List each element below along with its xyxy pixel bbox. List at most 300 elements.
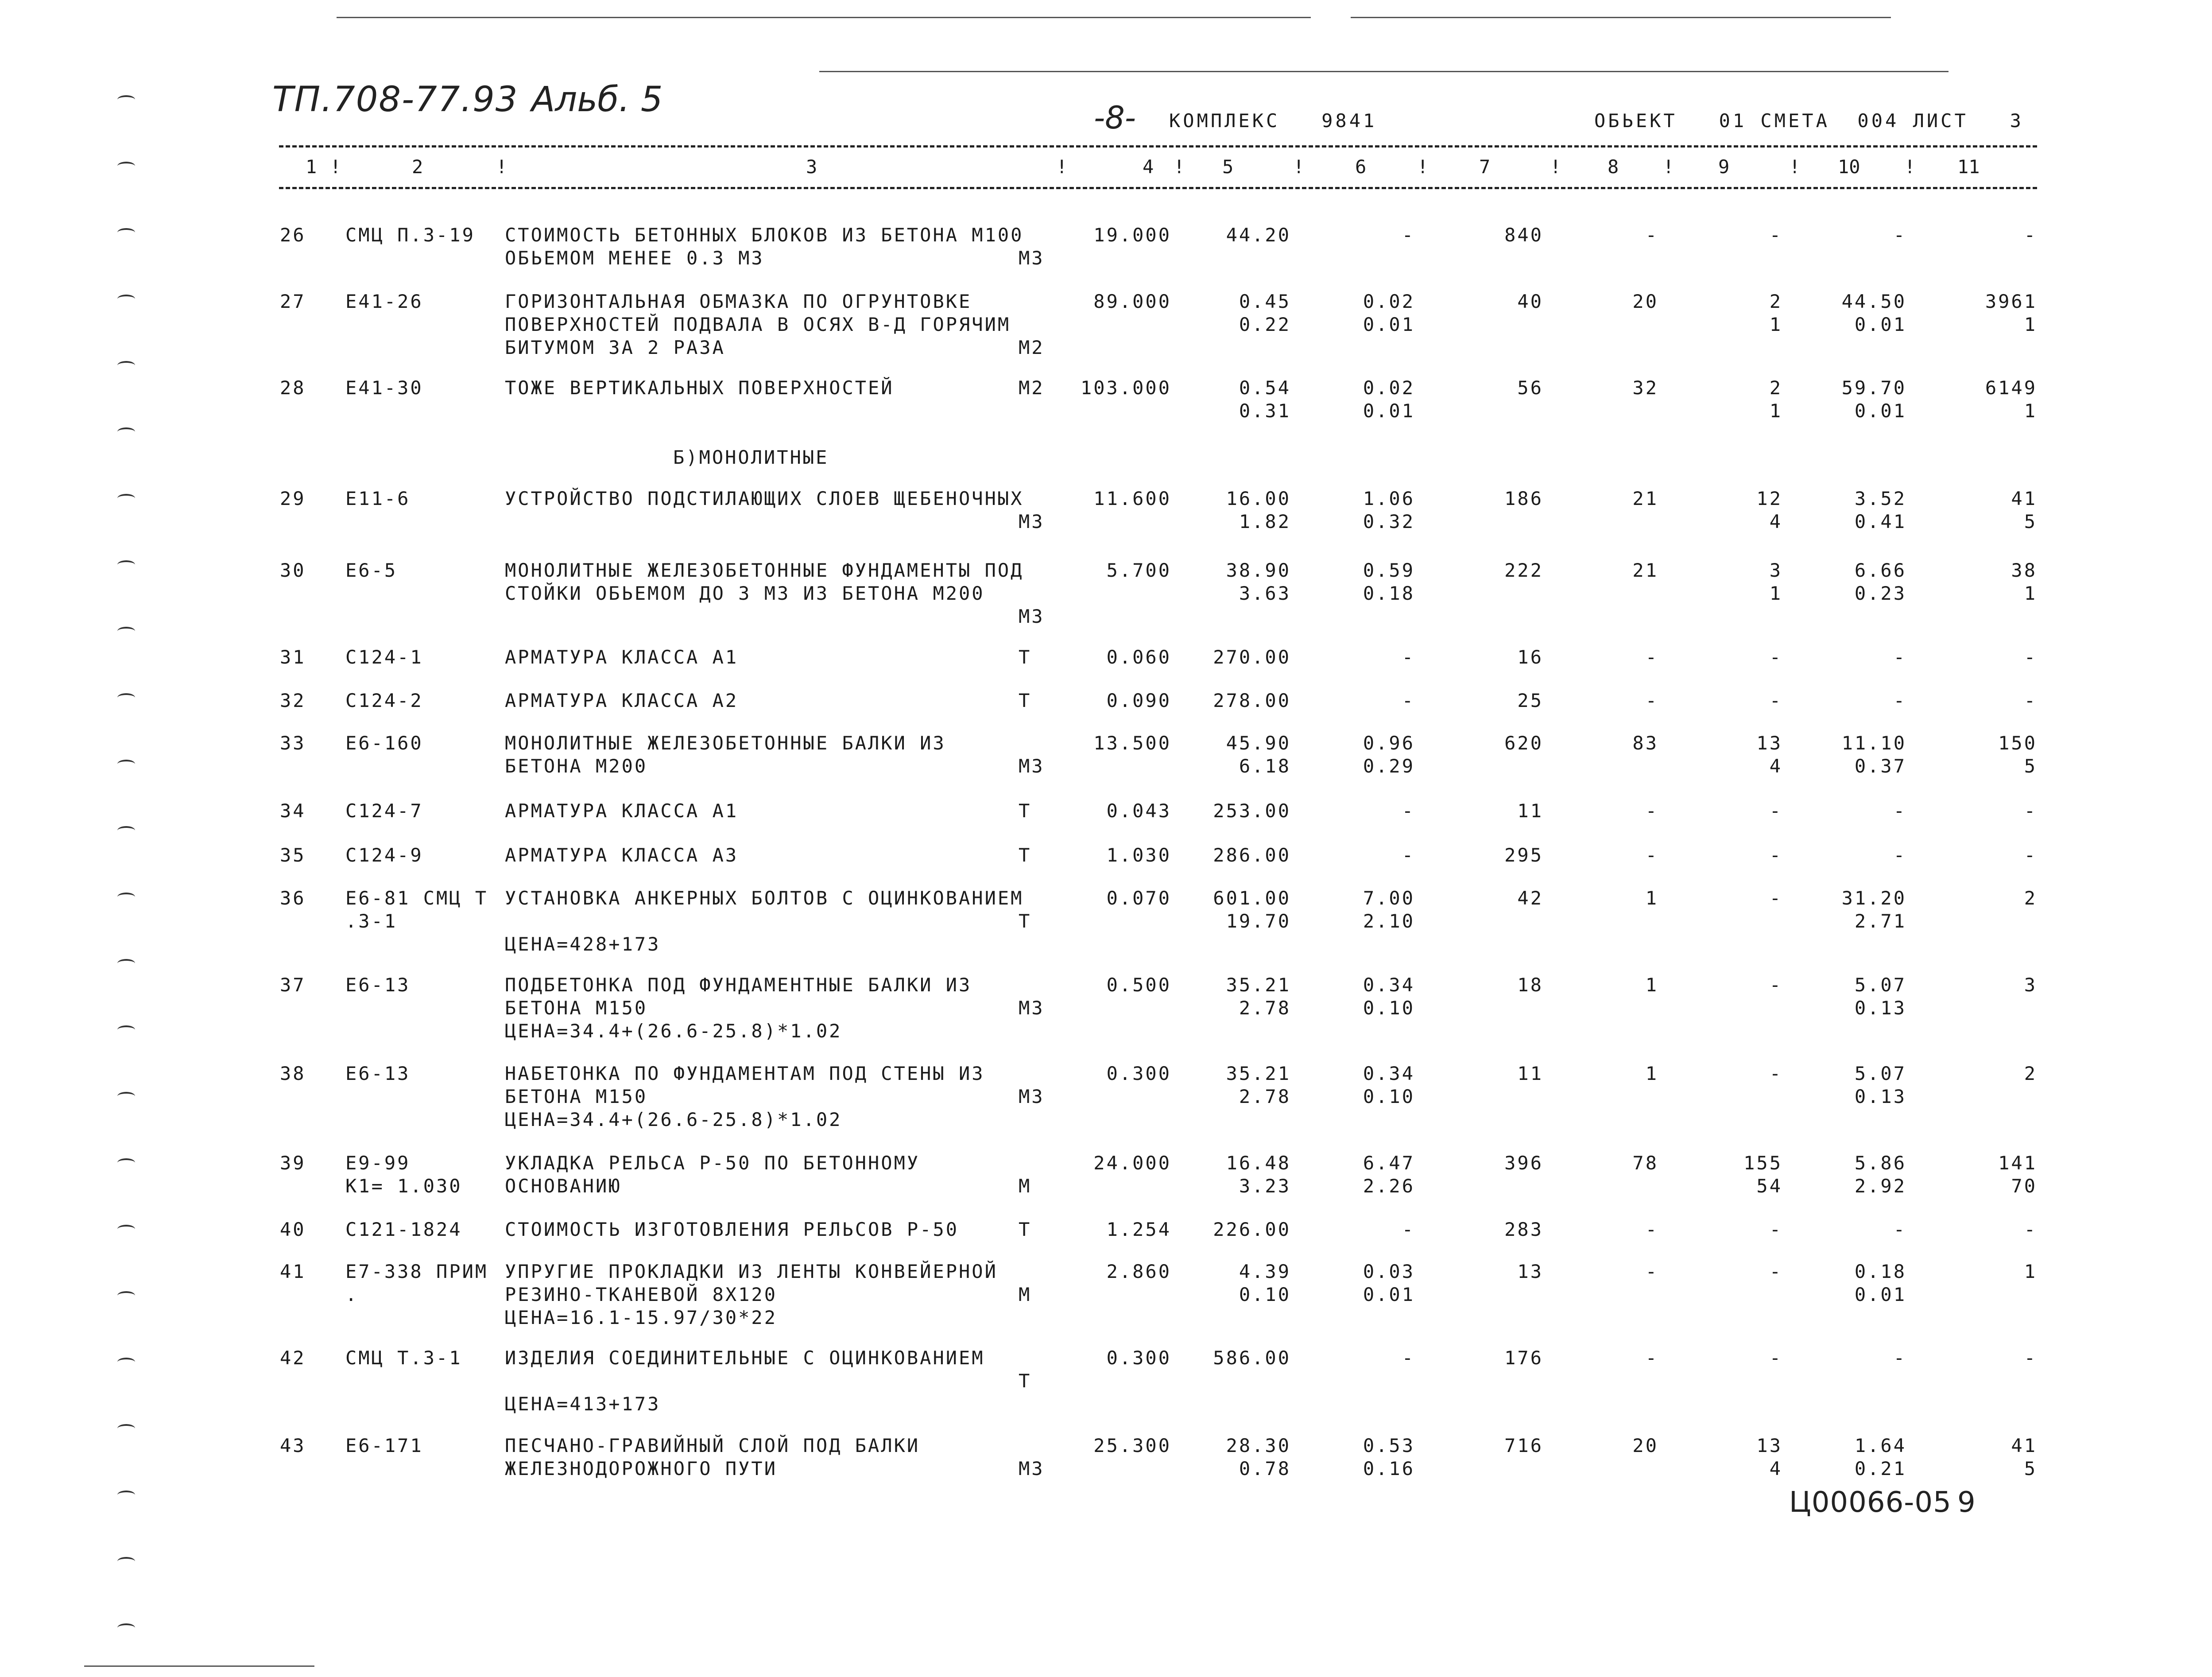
labor-total: 6149 xyxy=(1985,377,2037,399)
labor-per-unit: 0.21 xyxy=(1854,1458,1906,1479)
unit-cost: 45.90 xyxy=(1226,732,1291,754)
labor-per-unit: 0.01 xyxy=(1854,314,1906,335)
labor-per-unit: 0.23 xyxy=(1854,582,1906,604)
machine-cost: 0.96 xyxy=(1363,732,1415,754)
total-cost: 283 xyxy=(1504,1219,1543,1240)
unit-cost: 3.23 xyxy=(1239,1175,1291,1197)
quantity: 13.500 xyxy=(1093,732,1171,754)
machine-cost: 0.34 xyxy=(1363,1063,1415,1084)
unit-cost: 6.18 xyxy=(1239,755,1291,777)
labor-per-unit: 0.41 xyxy=(1854,511,1906,532)
machine-wage: 2 xyxy=(1769,291,1782,312)
machine-wage: 4 xyxy=(1769,511,1782,532)
machine-cost: 0.29 xyxy=(1363,755,1415,777)
rate-code: С124-7 xyxy=(345,800,423,822)
rate-code: Е6-81 СМЦ Т xyxy=(345,887,488,909)
machine-wage: 13 xyxy=(1756,732,1782,754)
scan-artifact-line xyxy=(84,1665,314,1667)
machine-wage: - xyxy=(1769,1219,1782,1240)
unit-cost: 253.00 xyxy=(1213,800,1291,822)
row-number: 32 xyxy=(280,690,306,711)
machine-cost: 1.06 xyxy=(1363,488,1415,509)
labor-per-unit: 0.01 xyxy=(1854,400,1906,422)
object-estimate-sheet-label: ОБЬЕКТ 01 СМЕТА 004 ЛИСТ 3 xyxy=(1594,110,2024,132)
document-code: ТП.708-77.93 xyxy=(272,80,519,120)
machine-wage: 4 xyxy=(1769,755,1782,777)
machine-cost: 0.02 xyxy=(1363,291,1415,312)
unit-cost: 286.00 xyxy=(1213,844,1291,866)
labor-per-unit: 0.13 xyxy=(1854,1086,1906,1107)
work-description: ЦЕНА=16.1-15.97/30*22 xyxy=(505,1307,778,1328)
unit-of-measure: М3 xyxy=(1019,606,1045,627)
unit-cost: 0.22 xyxy=(1239,314,1291,335)
total-cost: 11 xyxy=(1517,1063,1543,1084)
unit-cost: 35.21 xyxy=(1226,974,1291,996)
machine-cost: - xyxy=(1402,224,1415,246)
rate-code: Е6-5 xyxy=(345,559,398,581)
total-cost: 176 xyxy=(1504,1347,1543,1369)
labor-per-unit: 0.37 xyxy=(1854,755,1906,777)
row-number: 39 xyxy=(280,1152,306,1174)
labor-per-unit: 0.01 xyxy=(1854,1284,1906,1305)
row-number: 28 xyxy=(280,377,306,399)
labor-per-unit: 3.52 xyxy=(1854,488,1906,509)
work-description: УПРУГИЕ ПРОКЛАДКИ ИЗ ЛЕНТЫ КОНВЕЙЕРНОЙ xyxy=(505,1261,998,1282)
work-description: ОБЬЕМОМ МЕНЕЕ 0.3 М3 xyxy=(505,247,764,269)
margin-punch-mark xyxy=(117,1358,135,1366)
quantity: 89.000 xyxy=(1093,291,1171,312)
work-description: ЦЕНА=34.4+(26.6-25.8)*1.02 xyxy=(505,1109,842,1130)
quantity: 2.860 xyxy=(1106,1261,1171,1282)
total-cost: 840 xyxy=(1504,224,1543,246)
machine-cost: 0.01 xyxy=(1363,1284,1415,1305)
unit-cost: 0.78 xyxy=(1239,1458,1291,1479)
work-description: ОСНОВАНИЮ xyxy=(505,1175,622,1197)
labor-total: 150 xyxy=(1998,732,2037,754)
work-description: ПОВЕРХНОСТЕЙ ПОДВАЛА В ОСЯХ В-Д ГОРЯЧИМ xyxy=(505,314,1011,335)
machine-wage: 2 xyxy=(1769,377,1782,399)
total-cost: 295 xyxy=(1504,844,1543,866)
machine-wage: - xyxy=(1769,844,1782,866)
unit-of-measure: Т xyxy=(1019,646,1032,668)
scan-artifact-line xyxy=(337,17,1311,18)
unit-of-measure: М3 xyxy=(1019,755,1045,777)
work-description: РЕЗИНО-ТКАНЕВОЙ 8Х120 xyxy=(505,1284,778,1305)
labor-per-unit: 59.70 xyxy=(1841,377,1906,399)
column-number: 9 xyxy=(1718,156,1730,178)
labor-per-unit: - xyxy=(1893,1347,1906,1369)
unit-cost: 4.39 xyxy=(1239,1261,1291,1282)
page-number: -8- xyxy=(1094,100,1136,136)
machine-wage: - xyxy=(1769,1347,1782,1369)
column-number: 10 xyxy=(1838,156,1860,178)
column-number: 6 xyxy=(1355,156,1367,178)
unit-of-measure: Т xyxy=(1019,910,1032,932)
unit-cost: 0.10 xyxy=(1239,1284,1291,1305)
margin-punch-mark xyxy=(117,427,135,436)
wage-cost: 78 xyxy=(1632,1152,1658,1174)
machine-cost: - xyxy=(1402,844,1415,866)
work-description: ЦЕНА=34.4+(26.6-25.8)*1.02 xyxy=(505,1020,842,1042)
margin-punch-mark xyxy=(117,1424,135,1433)
unit-cost: 1.82 xyxy=(1239,511,1291,532)
unit-cost: 44.20 xyxy=(1226,224,1291,246)
labor-total: 70 xyxy=(2011,1175,2037,1197)
unit-cost: 3.63 xyxy=(1239,582,1291,604)
rate-code: СМЦ Т.3-1 xyxy=(345,1347,462,1369)
machine-wage: 155 xyxy=(1743,1152,1782,1174)
unit-cost: 0.45 xyxy=(1239,291,1291,312)
row-number: 31 xyxy=(280,646,306,668)
quantity: 0.300 xyxy=(1106,1063,1171,1084)
machine-wage: 3 xyxy=(1769,559,1782,581)
rate-code: Е7-338 ПРИМ xyxy=(345,1261,488,1282)
labor-total: - xyxy=(2024,844,2037,866)
wage-cost: 21 xyxy=(1632,488,1658,509)
work-description: ГОРИЗОНТАЛЬНАЯ ОБМАЗКА ПО ОГРУНТОВКЕ xyxy=(505,291,972,312)
quantity: 0.300 xyxy=(1106,1347,1171,1369)
unit-of-measure: М3 xyxy=(1019,1086,1045,1107)
work-description: МОНОЛИТНЫЕ ЖЕЛЕЗОБЕТОННЫЕ БАЛКИ ИЗ xyxy=(505,732,946,754)
unit-of-measure: Т xyxy=(1019,1370,1032,1392)
labor-total: - xyxy=(2024,1219,2037,1240)
machine-cost: 2.26 xyxy=(1363,1175,1415,1197)
column-number: 11 xyxy=(1957,156,1980,178)
row-number: 36 xyxy=(280,887,306,909)
margin-punch-mark xyxy=(117,95,135,104)
total-cost: 620 xyxy=(1504,732,1543,754)
labor-per-unit: 6.66 xyxy=(1854,559,1906,581)
column-number: 3 xyxy=(806,156,817,178)
rate-code: С124-9 xyxy=(345,844,423,866)
unit-of-measure: Т xyxy=(1019,1219,1032,1240)
unit-cost: 16.48 xyxy=(1226,1152,1291,1174)
labor-per-unit: - xyxy=(1893,1219,1906,1240)
work-description: БЕТОНА М150 xyxy=(505,1086,648,1107)
wage-cost: - xyxy=(1645,224,1658,246)
total-cost: 11 xyxy=(1517,800,1543,822)
row-number: 41 xyxy=(280,1261,306,1282)
machine-cost: 0.34 xyxy=(1363,974,1415,996)
labor-per-unit: - xyxy=(1893,800,1906,822)
unit-of-measure: М3 xyxy=(1019,1458,1045,1479)
machine-cost: - xyxy=(1402,1219,1415,1240)
quantity: 1.254 xyxy=(1106,1219,1171,1240)
work-description: СТОЙКИ ОБЬЕМОМ ДО 3 М3 ИЗ БЕТОНА М200 xyxy=(505,582,985,604)
machine-wage: - xyxy=(1769,1063,1782,1084)
labor-total: 1 xyxy=(2024,582,2037,604)
labor-total: 5 xyxy=(2024,1458,2037,1479)
labor-total: 3 xyxy=(2024,974,2037,996)
machine-cost: - xyxy=(1402,1347,1415,1369)
margin-punch-mark xyxy=(117,893,135,901)
margin-punch-mark xyxy=(117,959,135,968)
wage-cost: - xyxy=(1645,646,1658,668)
work-description: УСТАНОВКА АНКЕРНЫХ БОЛТОВ С ОЦИНКОВАНИЕМ xyxy=(505,887,1024,909)
labor-per-unit: 2.92 xyxy=(1854,1175,1906,1197)
wage-cost: 1 xyxy=(1645,1063,1658,1084)
labor-total: - xyxy=(2024,690,2037,711)
margin-punch-mark xyxy=(117,1491,135,1499)
labor-total: - xyxy=(2024,800,2037,822)
labor-per-unit: 11.10 xyxy=(1841,732,1906,754)
work-description: НАБЕТОНКА ПО ФУНДАМЕНТАМ ПОД СТЕНЫ ИЗ xyxy=(505,1063,985,1084)
margin-punch-mark xyxy=(117,1557,135,1566)
labor-total: 41 xyxy=(2011,1435,2037,1456)
wage-cost: 21 xyxy=(1632,559,1658,581)
album-number: Альб. 5 xyxy=(531,80,663,120)
wage-cost: 83 xyxy=(1632,732,1658,754)
unit-cost: 2.78 xyxy=(1239,1086,1291,1107)
total-cost: 186 xyxy=(1504,488,1543,509)
machine-wage: 1 xyxy=(1769,400,1782,422)
machine-wage: - xyxy=(1769,646,1782,668)
labor-per-unit: - xyxy=(1893,844,1906,866)
margin-punch-mark xyxy=(117,627,135,636)
rate-code: СМЦ П.3-19 xyxy=(345,224,475,246)
unit-of-measure: Т xyxy=(1019,800,1032,822)
machine-cost: - xyxy=(1402,690,1415,711)
machine-cost: 2.10 xyxy=(1363,910,1415,932)
unit-cost: 28.30 xyxy=(1226,1435,1291,1456)
unit-cost: 16.00 xyxy=(1226,488,1291,509)
machine-cost: 0.59 xyxy=(1363,559,1415,581)
labor-total: - xyxy=(2024,646,2037,668)
unit-cost: 270.00 xyxy=(1213,646,1291,668)
scan-artifact-line xyxy=(819,71,1949,72)
quantity: 24.000 xyxy=(1093,1152,1171,1174)
unit-of-measure: М3 xyxy=(1019,511,1045,532)
machine-cost: 0.01 xyxy=(1363,400,1415,422)
unit-cost: 0.31 xyxy=(1239,400,1291,422)
wage-cost: - xyxy=(1645,1347,1658,1369)
total-cost: 42 xyxy=(1517,887,1543,909)
wage-cost: - xyxy=(1645,1261,1658,1282)
margin-punch-mark xyxy=(117,295,135,303)
machine-cost: 0.18 xyxy=(1363,582,1415,604)
labor-per-unit: 5.07 xyxy=(1854,1063,1906,1084)
total-cost: 56 xyxy=(1517,377,1543,399)
labor-total: 2 xyxy=(2024,887,2037,909)
unit-cost: 38.90 xyxy=(1226,559,1291,581)
machine-wage: 1 xyxy=(1769,314,1782,335)
row-number: 34 xyxy=(280,800,306,822)
machine-wage: 4 xyxy=(1769,1458,1782,1479)
unit-cost: 2.78 xyxy=(1239,997,1291,1019)
work-description: СТОИМОСТЬ БЕТОННЫХ БЛОКОВ ИЗ БЕТОНА М100 xyxy=(505,224,1024,246)
margin-punch-mark xyxy=(117,1158,135,1167)
work-description: УКЛАДКА РЕЛЬСА Р-50 ПО БЕТОННОМУ xyxy=(505,1152,920,1174)
unit-cost: 601.00 xyxy=(1213,887,1291,909)
wage-cost: 20 xyxy=(1632,1435,1658,1456)
rate-code: Е11-6 xyxy=(345,488,411,509)
labor-total: 38 xyxy=(2011,559,2037,581)
rate-code: Е41-30 xyxy=(345,377,423,399)
column-number: 4 xyxy=(1143,156,1154,178)
work-description: АРМАТУРА КЛАССА А1 xyxy=(505,800,739,822)
labor-total: 41 xyxy=(2011,488,2037,509)
row-number: 43 xyxy=(280,1435,306,1456)
machine-cost: 0.10 xyxy=(1363,997,1415,1019)
rate-code: .3-1 xyxy=(345,910,398,932)
labor-total: 3961 xyxy=(1985,291,2037,312)
column-number: 5 xyxy=(1222,156,1234,178)
column-number: 2 xyxy=(412,156,423,178)
labor-per-unit: 31.20 xyxy=(1841,887,1906,909)
rate-code: Е6-13 xyxy=(345,974,411,996)
work-description: МОНОЛИТНЫЕ ЖЕЛЕЗОБЕТОННЫЕ ФУНДАМЕНТЫ ПОД xyxy=(505,559,1024,581)
row-number: 30 xyxy=(280,559,306,581)
work-description: ПОДБЕТОНКА ПОД ФУНДАМЕНТНЫЕ БАЛКИ ИЗ xyxy=(505,974,972,996)
unit-cost: 586.00 xyxy=(1213,1347,1291,1369)
rate-code: С121-1824 xyxy=(345,1219,462,1240)
labor-total: 2 xyxy=(2024,1063,2037,1084)
margin-punch-mark xyxy=(117,760,135,769)
labor-per-unit: 1.64 xyxy=(1854,1435,1906,1456)
work-description: ЖЕЛЕЗНОДОРОЖНОГО ПУТИ xyxy=(505,1458,778,1479)
machine-wage: - xyxy=(1769,690,1782,711)
labor-total: - xyxy=(2024,1347,2037,1369)
work-description: БИТУМОМ ЗА 2 РАЗА xyxy=(505,337,725,358)
labor-per-unit: 44.50 xyxy=(1841,291,1906,312)
labor-per-unit: 2.71 xyxy=(1854,910,1906,932)
unit-of-measure: М3 xyxy=(1019,997,1045,1019)
row-number: 40 xyxy=(280,1219,306,1240)
work-description: БЕТОНА М200 xyxy=(505,755,648,777)
margin-punch-mark xyxy=(117,1025,135,1034)
row-number: 26 xyxy=(280,224,306,246)
table-header-rule xyxy=(279,187,2037,189)
unit-of-measure: Т xyxy=(1019,844,1032,866)
margin-punch-mark xyxy=(117,1225,135,1234)
labor-total: - xyxy=(2024,224,2037,246)
machine-wage: - xyxy=(1769,800,1782,822)
row-number: 42 xyxy=(280,1347,306,1369)
work-description: БЕТОНА М150 xyxy=(505,997,648,1019)
unit-cost: 19.70 xyxy=(1226,910,1291,932)
total-cost: 222 xyxy=(1504,559,1543,581)
table-top-rule xyxy=(279,145,2037,148)
rate-code: Е6-160 xyxy=(345,732,423,754)
total-cost: 25 xyxy=(1517,690,1543,711)
unit-cost: 35.21 xyxy=(1226,1063,1291,1084)
machine-wage: 54 xyxy=(1756,1175,1782,1197)
unit-of-measure: М3 xyxy=(1019,247,1045,269)
total-cost: 396 xyxy=(1504,1152,1543,1174)
row-number: 33 xyxy=(280,732,306,754)
labor-total: 1 xyxy=(2024,314,2037,335)
scan-artifact-line xyxy=(1351,17,1891,18)
machine-cost: 0.53 xyxy=(1363,1435,1415,1456)
work-description: УСТРОЙСТВО ПОДСТИЛАЮЩИХ СЛОЕВ ЩЕБЕНОЧНЫХ xyxy=(505,488,1024,509)
quantity: 103.000 xyxy=(1080,377,1171,399)
unit-cost: 0.54 xyxy=(1239,377,1291,399)
rate-code: Е9-99 xyxy=(345,1152,411,1174)
quantity: 11.600 xyxy=(1093,488,1171,509)
total-cost: 716 xyxy=(1504,1435,1543,1456)
machine-cost: 0.16 xyxy=(1363,1458,1415,1479)
wage-cost: 20 xyxy=(1632,291,1658,312)
column-number: 7 xyxy=(1479,156,1491,178)
margin-punch-mark xyxy=(117,494,135,503)
rate-code: С124-2 xyxy=(345,690,423,711)
quantity: 5.700 xyxy=(1106,559,1171,581)
machine-wage: 12 xyxy=(1756,488,1782,509)
machine-cost: 6.47 xyxy=(1363,1152,1415,1174)
labor-total: 141 xyxy=(1998,1152,2037,1174)
rate-code: С124-1 xyxy=(345,646,423,668)
quantity: 19.000 xyxy=(1093,224,1171,246)
quantity: 0.070 xyxy=(1106,887,1171,909)
work-description: ПЕСЧАНО-ГРАВИЙНЫЙ СЛОЙ ПОД БАЛКИ xyxy=(505,1435,920,1456)
machine-wage: - xyxy=(1769,224,1782,246)
wage-cost: 1 xyxy=(1645,974,1658,996)
margin-punch-mark xyxy=(117,560,135,569)
labor-total: 1 xyxy=(2024,400,2037,422)
unit-of-measure: М xyxy=(1019,1175,1032,1197)
machine-cost: 0.01 xyxy=(1363,314,1415,335)
unit-cost: 278.00 xyxy=(1213,690,1291,711)
machine-cost: 0.32 xyxy=(1363,511,1415,532)
machine-wage: - xyxy=(1769,887,1782,909)
labor-total: 5 xyxy=(2024,511,2037,532)
total-cost: 13 xyxy=(1517,1261,1543,1282)
work-description: ЦЕНА=413+173 xyxy=(505,1393,661,1415)
rate-code: . xyxy=(345,1284,359,1305)
wage-cost: - xyxy=(1645,844,1658,866)
archive-stamp: Ц00066-05 xyxy=(1789,1486,1952,1519)
rate-code: Е6-171 xyxy=(345,1435,423,1456)
work-description: ИЗДЕЛИЯ СОЕДИНИТЕЛЬНЫЕ С ОЦИНКОВАНИЕМ xyxy=(505,1347,985,1369)
work-description: АРМАТУРА КЛАССА А2 xyxy=(505,690,739,711)
work-description: ЦЕНА=428+173 xyxy=(505,933,661,955)
subsection-title: Б)МОНОЛИТНЫЕ xyxy=(673,446,829,468)
machine-cost: 0.03 xyxy=(1363,1261,1415,1282)
wage-cost: 32 xyxy=(1632,377,1658,399)
quantity: 0.043 xyxy=(1106,800,1171,822)
margin-punch-mark xyxy=(117,1291,135,1300)
machine-wage: - xyxy=(1769,974,1782,996)
machine-wage: 13 xyxy=(1756,1435,1782,1456)
rate-code: Е6-13 xyxy=(345,1063,411,1084)
total-cost: 18 xyxy=(1517,974,1543,996)
labor-per-unit: 5.86 xyxy=(1854,1152,1906,1174)
unit-of-measure: Т xyxy=(1019,690,1032,711)
column-number: 1 xyxy=(306,156,317,178)
labor-per-unit: 0.18 xyxy=(1854,1261,1906,1282)
unit-cost: 226.00 xyxy=(1213,1219,1291,1240)
column-number: 8 xyxy=(1608,156,1619,178)
margin-punch-mark xyxy=(117,1623,135,1632)
labor-per-unit: 0.13 xyxy=(1854,997,1906,1019)
unit-of-measure: М2 xyxy=(1019,377,1045,399)
unit-of-measure: М2 xyxy=(1019,337,1045,358)
total-cost: 16 xyxy=(1517,646,1543,668)
work-description: ТОЖЕ ВЕРТИКАЛЬНЫХ ПОВЕРХНОСТЕЙ xyxy=(505,377,894,399)
column-number-row: 1 2 3 4 5 6 7 8 9 10 11 ! ! ! ! ! ! ! ! ! ! xyxy=(306,156,1980,178)
row-number: 27 xyxy=(280,291,306,312)
quantity: 1.030 xyxy=(1106,844,1171,866)
rate-code: К1= 1.030 xyxy=(345,1175,462,1197)
machine-wage: - xyxy=(1769,1261,1782,1282)
total-cost: 40 xyxy=(1517,291,1543,312)
margin-punch-mark xyxy=(117,1092,135,1101)
machine-cost: 7.00 xyxy=(1363,887,1415,909)
labor-total: 1 xyxy=(2024,1261,2037,1282)
labor-per-unit: - xyxy=(1893,690,1906,711)
machine-cost: - xyxy=(1402,646,1415,668)
margin-punch-mark xyxy=(117,693,135,702)
